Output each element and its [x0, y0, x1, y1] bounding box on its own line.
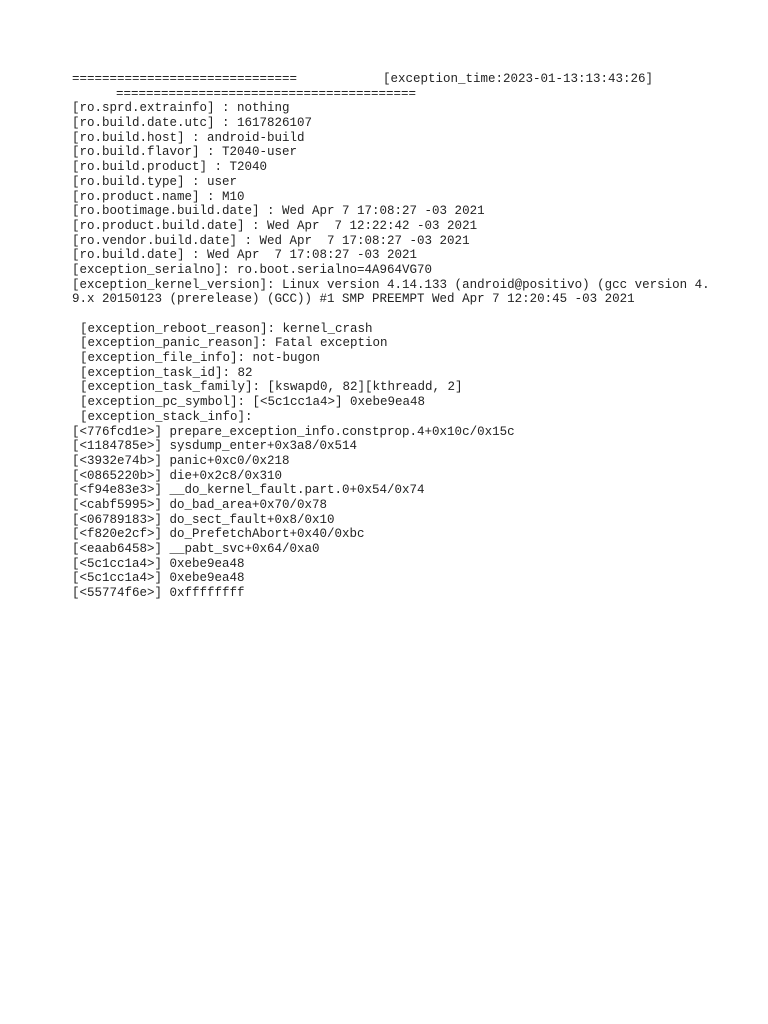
exception-line: [exception_pc_symbol]: [<5c1cc1a4>] 0xebe9ea48	[80, 395, 426, 410]
prop-line: [ro.build.date] : Wed Apr 7 17:08:27 -03 2021	[72, 248, 418, 263]
prop-line: [ro.build.type] : user	[72, 174, 238, 189]
exception-line: [exception_reboot_reason]: kernel_crash	[80, 321, 373, 336]
stack-frame: [<1184785e>] sysdump_enter+0x3a8/0x514	[72, 439, 358, 454]
stack-frame: [<eaab6458>] __pabt_svc+0x64/0xa0	[72, 542, 320, 557]
exception-line: [exception_task_id]: 82	[80, 365, 253, 380]
prop-line: [ro.build.date.utc] : 1617826107	[72, 116, 313, 131]
exception-info	[72, 322, 712, 425]
exception-line: [exception_panic_reason]: Fatal exception	[80, 336, 388, 351]
stack-frame: [<55774f6e>] 0xffffffff	[72, 586, 245, 601]
prop-line: [ro.sprd.extrainfo] : nothing	[72, 101, 290, 116]
exception-line: [exception_stack_info]:	[80, 409, 253, 424]
separator-second: ========================================	[116, 86, 417, 101]
prop-line: [ro.product.build.date] : Wed Apr 7 12:22:42 -03 2021	[72, 218, 478, 233]
prop-line: [ro.bootimage.build.date] : Wed Apr 7 17:08:27 -03 2021	[72, 204, 485, 219]
stack-frame: [<3932e74b>] panic+0xc0/0x218	[72, 453, 290, 468]
prop-line: [exception_serialno]: ro.boot.serialno=4A964VG70	[72, 262, 433, 277]
stack-frame: [<5c1cc1a4>] 0xebe9ea48	[72, 556, 245, 571]
log-header	[72, 72, 712, 87]
prop-line: [ro.build.flavor] : T2040-user	[72, 145, 298, 160]
stack-frame: [<f820e2cf>] do_PrefetchAbort+0x40/0xbc	[72, 527, 365, 542]
stack-frame: [<776fcd1e>] prepare_exception_info.constprop.4+0x10c/0x15c	[72, 424, 515, 439]
stack-frame: [<5c1cc1a4>] 0xebe9ea48	[72, 571, 245, 586]
stack-trace	[72, 425, 712, 601]
stack-frame: [<06789183>] do_sect_fault+0x8/0x10	[72, 512, 335, 527]
exception-line: [exception_task_family]: [kswapd0, 82][kthreadd, 2]	[80, 380, 463, 395]
stack-frame: [<cabf5995>] do_bad_area+0x70/0x78	[72, 497, 328, 512]
prop-line: [ro.vendor.build.date] : Wed Apr 7 17:08:27 -03 2021	[72, 233, 470, 248]
log-document	[72, 72, 712, 601]
kernel-version: [exception_kernel_version]: Linux version 4.14.133 (android@positivo) (gcc version 4.9.x 20150123 (prerelease) (GCC)) #1 SMP PREEMPT Wed Apr 7 12:20:45 -03 2021	[72, 277, 710, 307]
exception-time: [exception_time:2023-01-13:13:43:26]	[383, 72, 654, 86]
prop-line: [ro.build.product] : T2040	[72, 160, 268, 175]
stack-frame: [<0865220b>] die+0x2c8/0x310	[72, 468, 283, 483]
separator-left: ==============================	[72, 72, 298, 86]
exception-line: [exception_file_info]: not-bugon	[80, 351, 321, 366]
prop-line: [ro.build.host] : android-build	[72, 130, 305, 145]
build-properties	[72, 101, 712, 277]
stack-frame: [<f94e83e3>] __do_kernel_fault.part.0+0x54/0x74	[72, 483, 425, 498]
prop-line: [ro.product.name] : M10	[72, 189, 245, 204]
blank-line	[72, 307, 712, 322]
